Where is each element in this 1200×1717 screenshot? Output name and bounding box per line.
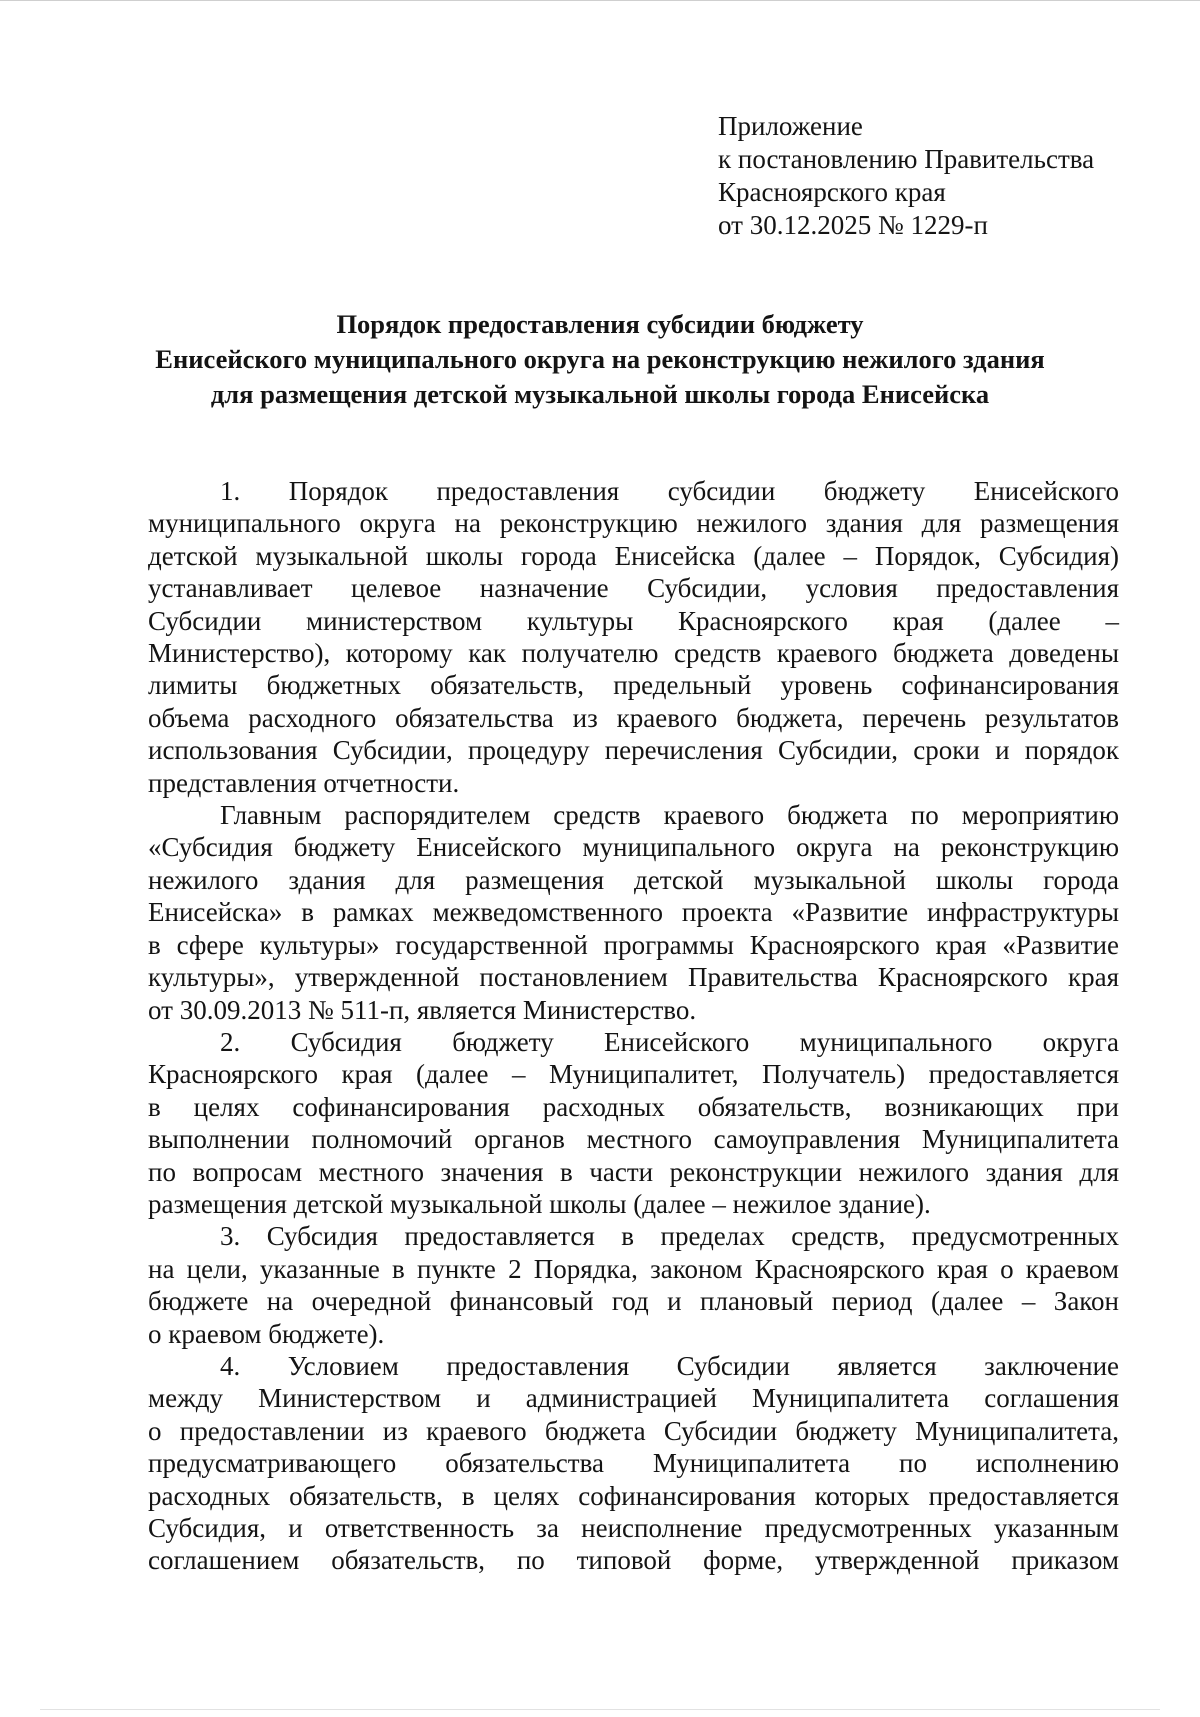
appendix-line: от 30.12.2025 № 1229-п	[718, 210, 988, 240]
text-line: представления отчетности.	[148, 767, 460, 798]
text-line: 3. Субсидия предоставляется в пределах средств, предусмотренных	[220, 1221, 1119, 1252]
text-line: детской музыкальной школы города Енисейска (далее – Порядок, Субсидия)	[148, 540, 1119, 571]
text-line: Субсидия, и ответственность за неисполнение предусмотренных указанным	[148, 1513, 1119, 1543]
text-line: устанавливает целевое назначение Субсидии, условия предоставления	[148, 573, 1119, 604]
title-line: для размещения детской музыкальной школы города Енисейска	[210, 379, 990, 409]
paragraph-5	[148, 1350, 1119, 1577]
text-line: Субсидии министерством культуры Красноярского края (далее –	[148, 605, 1119, 636]
document-body	[148, 475, 1119, 1577]
text-line: в целях софинансирования расходных обязательств, возникающих при	[148, 1091, 1119, 1122]
text-line: Министерство), которому как получателю средств краевого бюджета доведены	[148, 638, 1119, 669]
title-line: Енисейского муниципального округа на реконструкцию нежилого здания	[155, 344, 1045, 374]
text-line: бюджете на очередной финансовый год и плановый период (далее – Закон	[148, 1286, 1119, 1317]
appendix-block	[718, 110, 1158, 242]
text-line: по вопросам местного значения в части реконструкции нежилого здания для	[148, 1156, 1119, 1187]
text-line: 2. Субсидия бюджету Енисейского муниципального округа	[220, 1026, 1119, 1057]
text-line: Енисейска» в рамках межведомственного проекта «Развитие инфраструктуры	[148, 897, 1119, 928]
text-line: в сфере культуры» государственной программы Красноярского края «Развитие	[148, 929, 1119, 960]
text-line: объема расходного обязательства из краевого бюджета, перечень результатов	[148, 702, 1119, 733]
text-line: муниципального округа на реконструкцию нежилого здания для размещения	[148, 508, 1119, 539]
text-line: «Субсидия бюджету Енисейского муниципального округа на реконструкцию	[148, 832, 1119, 863]
scan-edge-top	[0, 0, 1200, 1]
text-line: Красноярского края (далее – Муниципалитет, Получатель) предоставляется	[148, 1059, 1119, 1090]
scan-edge-bottom	[40, 1709, 1160, 1710]
text-line: выполнении полномочий органов местного самоуправления Муниципалитета	[148, 1124, 1119, 1155]
paragraph-2	[148, 799, 1119, 1026]
text-line: расходных обязательств, в целях софинансирования которых предоставляется	[148, 1480, 1119, 1511]
text-line: предусматривающего обязательства Муниципалитета по исполнению	[148, 1448, 1119, 1479]
paragraph-1	[148, 475, 1119, 799]
paragraph-3	[148, 1026, 1119, 1220]
text-line: о краевом бюджете).	[148, 1318, 385, 1349]
appendix-line: Красноярского края	[718, 177, 946, 207]
text-line: нежилого здания для размещения детской музыкальной школы города	[148, 864, 1119, 895]
text-line: использования Субсидии, процедуру перечисления Субсидии, сроки и порядок	[148, 735, 1119, 766]
paragraph-4	[148, 1220, 1119, 1350]
text-line: от 30.09.2013 № 511-п, является Министерство.	[148, 994, 697, 1025]
text-line: культуры», утвержденной постановлением Правительства Красноярского края	[148, 962, 1119, 993]
document-title	[100, 307, 1100, 412]
text-line: Главным распорядителем средств краевого бюджета по мероприятию	[220, 800, 1119, 831]
text-line: 1. Порядок предоставления субсидии бюджету Енисейского	[220, 476, 1119, 506]
title-line: Порядок предоставления субсидии бюджету	[336, 309, 864, 339]
text-line: между Министерством и администрацией Муниципалитета соглашения	[148, 1383, 1119, 1414]
text-line: на цели, указанные в пункте 2 Порядка, законом Красноярского края о краевом	[148, 1253, 1119, 1284]
text-line: о предоставлении из краевого бюджета Субсидии бюджету Муниципалитета,	[148, 1415, 1119, 1446]
appendix-line: Приложение	[718, 111, 863, 141]
text-line: соглашением обязательств, по типовой форме, утвержденной приказом	[148, 1545, 1119, 1576]
text-line: лимиты бюджетных обязательств, предельный уровень софинансирования	[148, 670, 1119, 701]
appendix-line: к постановлению Правительства	[718, 144, 1095, 174]
text-line: размещения детской музыкальной школы (далее – нежилое здание).	[148, 1188, 931, 1219]
text-line: 4. Условием предоставления Субсидии является заключение	[220, 1350, 1119, 1381]
